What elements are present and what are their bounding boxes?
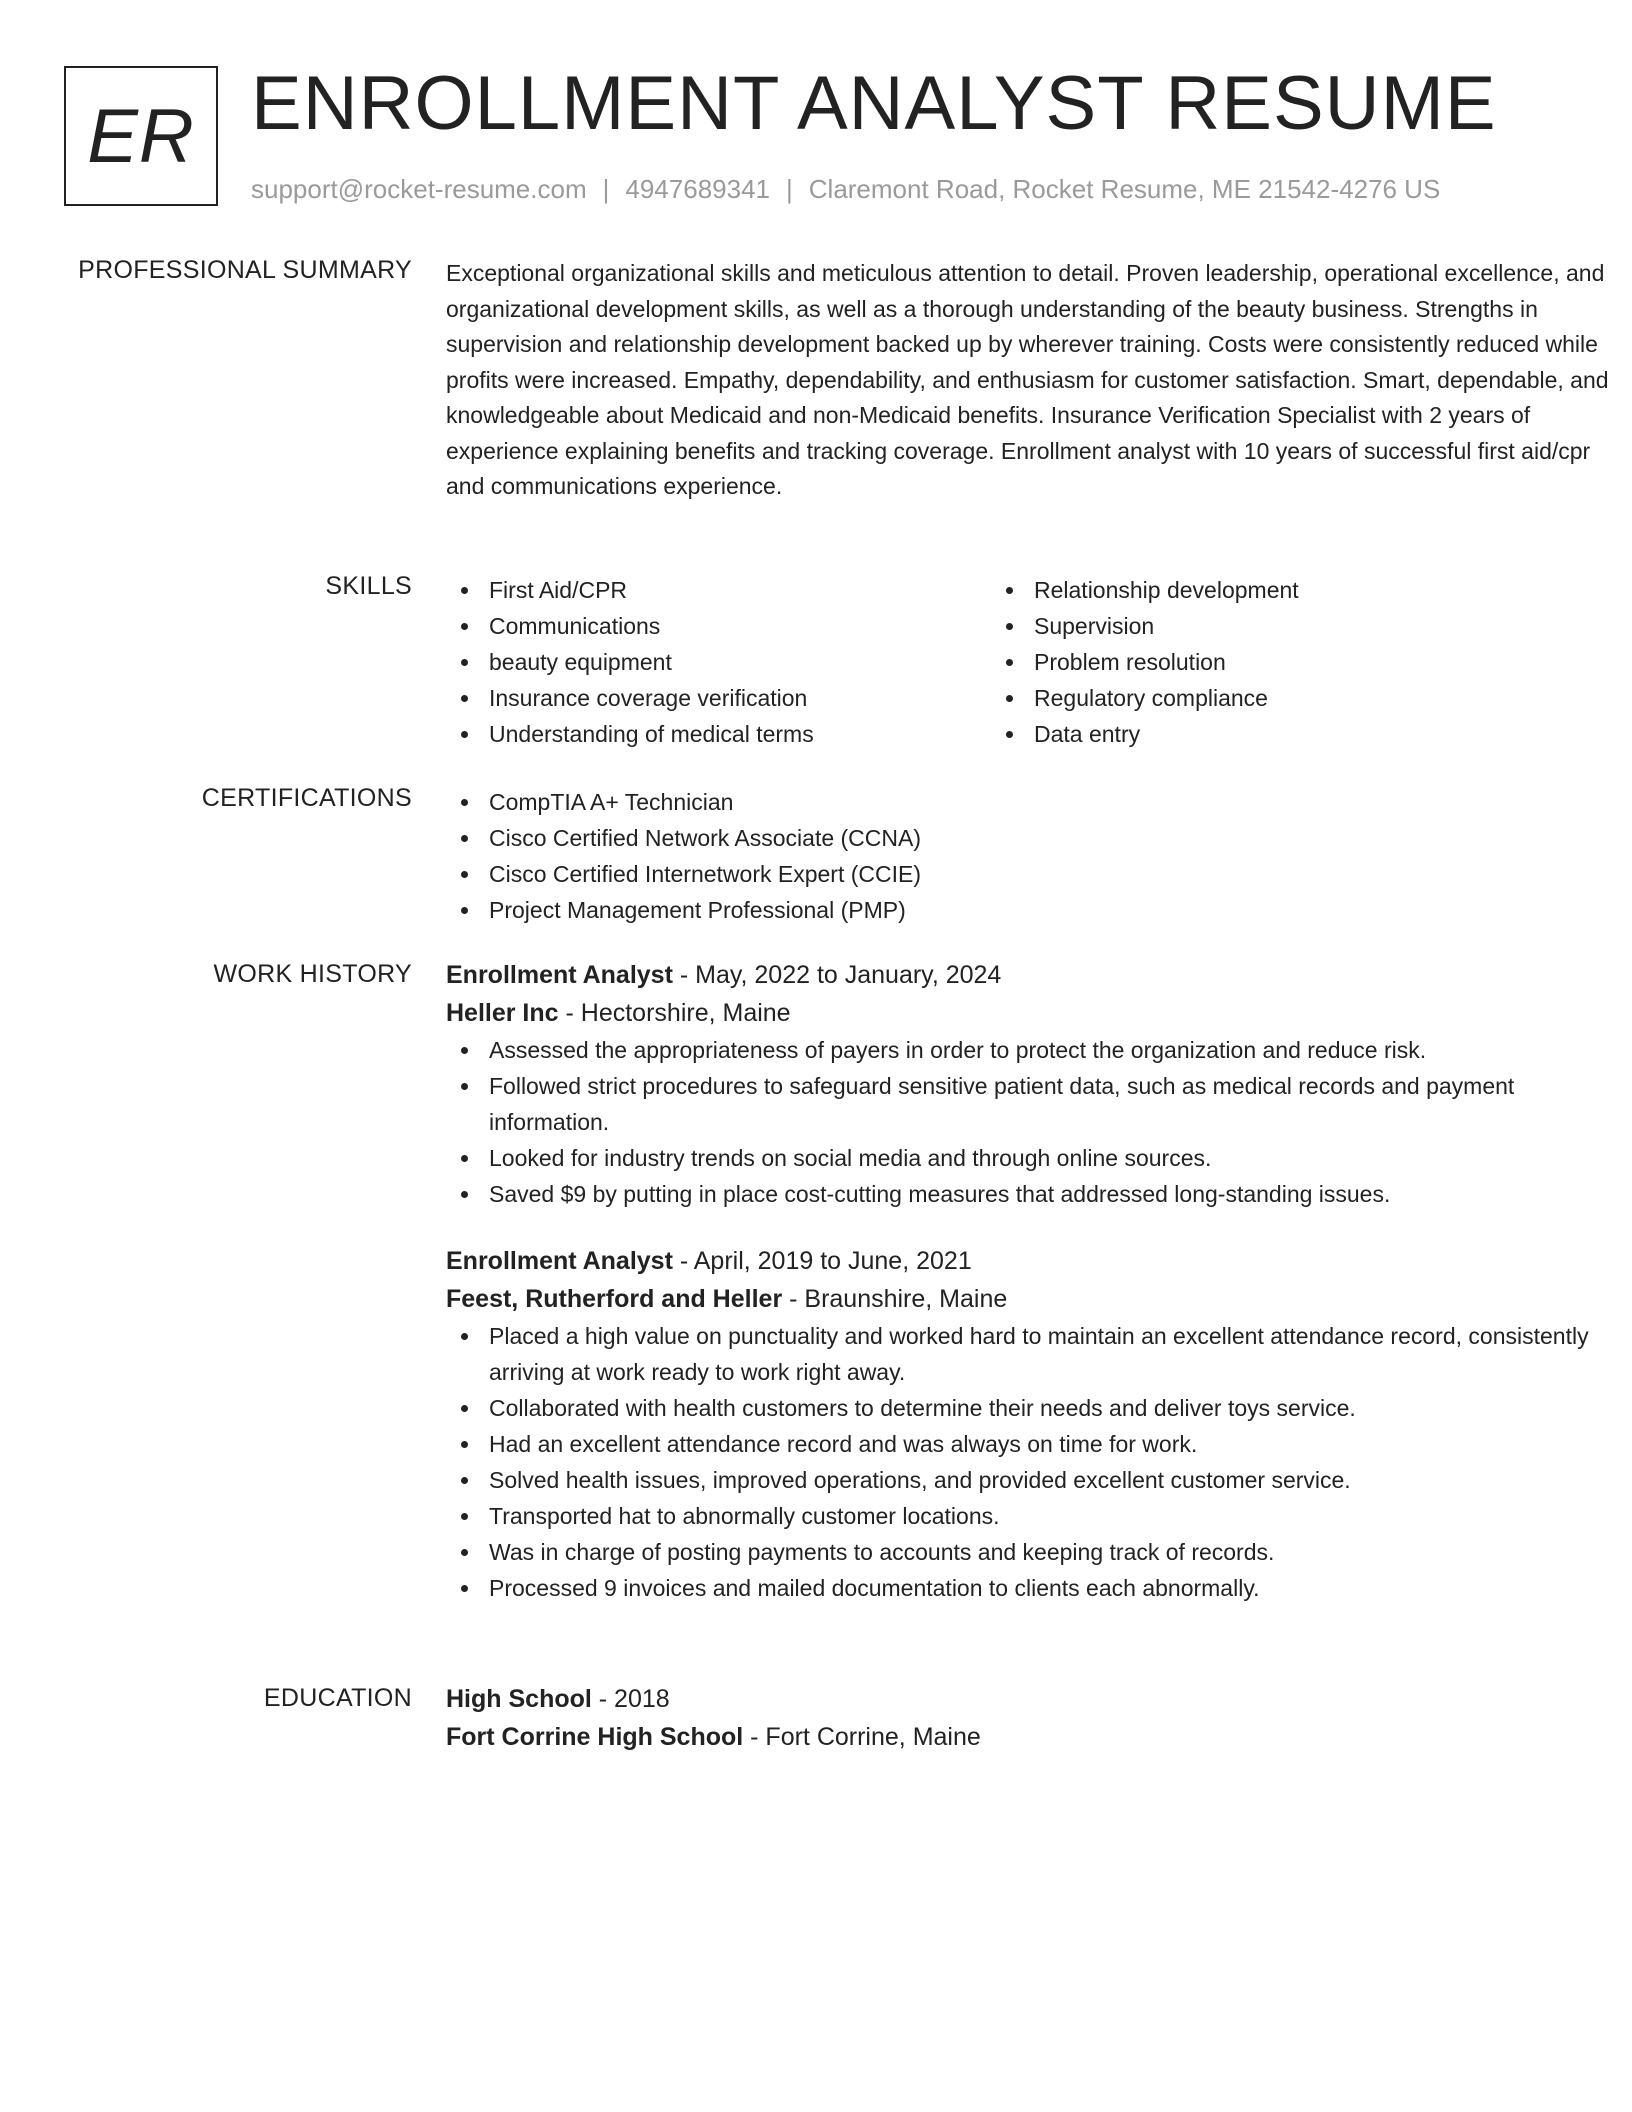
list-item: Saved $9 by putting in place cost-cutting measures that addressed long-standing issues. [446, 1176, 1616, 1212]
list-item: Solved health issues, improved operations, and provided excellent customer service. [446, 1462, 1616, 1498]
contact-phone: 4947689341 [625, 174, 770, 204]
list-item: Insurance coverage verification [446, 680, 991, 716]
work-history-body [446, 956, 1616, 1606]
job-dates: - May, 2022 to January, 2024 [672, 961, 1002, 989]
section-heading: SKILLS [325, 572, 412, 600]
list-item: Communications [446, 608, 991, 644]
job-title: Enrollment Analyst [446, 1247, 673, 1275]
education-school-line [446, 1718, 1616, 1756]
section-heading: PROFESSIONAL SUMMARY [78, 256, 412, 284]
page-title: ENROLLMENT ANALYST RESUME [251, 61, 1497, 146]
contact-separator: | [602, 174, 610, 204]
monogram-logo [64, 66, 218, 206]
list-item: Relationship development [991, 572, 1536, 608]
job-location: - Braunshire, Maine [782, 1285, 1008, 1313]
monogram-initials: ER [87, 93, 195, 179]
job-company: Heller Inc [446, 999, 559, 1027]
contact-line [251, 174, 1440, 205]
education-school: Fort Corrine High School [446, 1723, 744, 1751]
list-item: Transported hat to abnormally customer locations. [446, 1498, 1616, 1534]
skills-grid [446, 572, 1616, 752]
job-title-line [446, 956, 1616, 994]
certifications-body [446, 784, 1616, 928]
education-body [446, 1680, 1616, 1756]
certifications-list [446, 784, 1616, 928]
job-title: Enrollment Analyst [446, 961, 673, 989]
list-item: Processed 9 invoices and mailed documentation to clients each abnormally. [446, 1570, 1616, 1606]
education-location: - Fort Corrine, Maine [743, 1723, 981, 1751]
list-item: Looked for industry trends on social media and through online sources. [446, 1140, 1616, 1176]
education-degree: High School [446, 1685, 592, 1713]
list-item: Was in charge of posting payments to accounts and keeping track of records. [446, 1534, 1616, 1570]
education-section [64, 1684, 1564, 1774]
section-heading: EDUCATION [263, 1684, 412, 1712]
list-item: Project Management Professional (PMP) [446, 892, 1616, 928]
list-item: Followed strict procedures to safeguard sensitive patient data, such as medical records and payment information. [446, 1068, 1616, 1140]
list-item: Data entry [991, 716, 1536, 752]
job-company-line [446, 1280, 1616, 1318]
work-history-section [64, 960, 1589, 1660]
list-item: beauty equipment [446, 644, 991, 680]
contact-address: Claremont Road, Rocket Resume, ME 21542-4276 US [808, 174, 1441, 204]
skills-section [64, 572, 1564, 762]
job-dates: - April, 2019 to June, 2021 [672, 1247, 972, 1275]
list-item: First Aid/CPR [446, 572, 991, 608]
certifications-section [64, 784, 1564, 934]
summary-text: Exceptional organizational skills and meticulous attention to detail. Proven leadership, operational excellence, and organizational development skills, as well as a thorough understanding of the beauty business. Strengths in supervision and relationship development backed up by wherever training. Costs were consistently reduced while profits were increased. Empathy, dependability, and enthusiasm for customer satisfaction. Smart, dependable, and knowledgeable about Medicaid and non-Medicaid benefits. Insurance Verification Specialist with 2 years of experience explaining benefits and tracking coverage. Enrollment analyst with 10 years of successful first aid/cpr and communications experience. [446, 260, 1609, 499]
list-item: Cisco Certified Network Associate (CCNA) [446, 820, 1616, 856]
list-item: Placed a high value on punctuality and worked hard to maintain an excellent attendance record, consistently arriving at work ready to work right away. [446, 1318, 1616, 1390]
education-degree-line [446, 1680, 1616, 1718]
contact-email: support@rocket-resume.com [251, 174, 587, 204]
skills-list-left [446, 572, 991, 752]
list-item: Problem resolution [991, 644, 1536, 680]
list-item: Had an excellent attendance record and was always on time for work. [446, 1426, 1616, 1462]
job-company: Feest, Rutherford and Heller [446, 1285, 783, 1313]
job-entry [446, 1242, 1616, 1606]
job-duties-list [446, 1032, 1616, 1212]
resume-header [64, 61, 1584, 208]
job-company-line [446, 994, 1616, 1032]
list-item: Assessed the appropriateness of payers in order to protect the organization and reduce risk. [446, 1032, 1616, 1068]
list-item: Supervision [991, 608, 1536, 644]
job-entry [446, 956, 1616, 1212]
job-location: - Hectorshire, Maine [558, 999, 791, 1027]
job-duties-list [446, 1318, 1616, 1606]
list-item: Collaborated with health customers to determine their needs and deliver toys service. [446, 1390, 1616, 1426]
education-year: - 2018 [591, 1685, 670, 1713]
list-item: CompTIA A+ Technician [446, 784, 1616, 820]
list-item: Regulatory compliance [991, 680, 1536, 716]
section-heading: WORK HISTORY [213, 960, 412, 988]
section-heading: CERTIFICATIONS [201, 784, 412, 812]
summary-section [64, 256, 1609, 546]
list-item: Understanding of medical terms [446, 716, 991, 752]
list-item: Cisco Certified Internetwork Expert (CCIE) [446, 856, 1616, 892]
skills-list-right [991, 572, 1536, 752]
job-title-line [446, 1242, 1616, 1280]
contact-separator: | [786, 174, 793, 204]
